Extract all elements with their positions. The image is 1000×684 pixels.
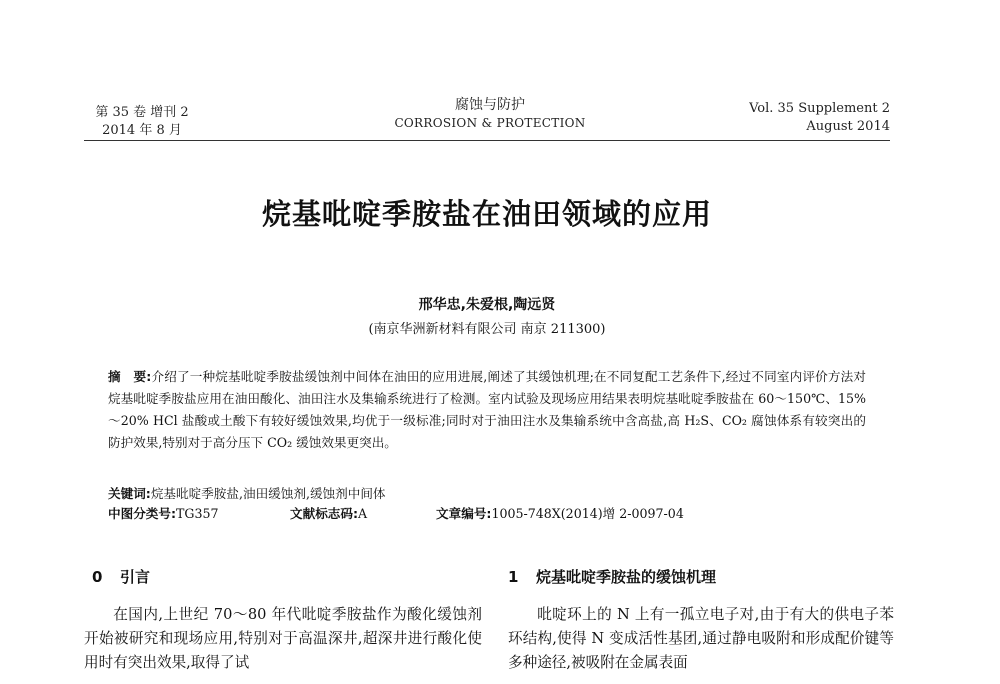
clc-value: TG357	[176, 506, 219, 521]
section-number: 1	[508, 568, 519, 586]
section-title: 烷基吡啶季胺盐的缓蚀机理	[536, 568, 717, 586]
article-no-label: 文章编号:	[436, 506, 492, 521]
keywords-text: 烷基吡啶季胺盐,油田缓蚀剂,缓蚀剂中间体	[150, 486, 386, 501]
header-rule	[84, 140, 890, 141]
body-paragraph: 吡啶环上的 N 上有一孤立电子对,由于有大的供电子苯环结构,使得 N 变成活性基团,通过静电吸附和形成配价键等多种途径,被吸附在金属表面	[508, 606, 894, 671]
body-right-column	[508, 603, 894, 675]
section-title: 引言	[120, 568, 151, 586]
authors: 邢华忠,朱爱根,陶远贤	[418, 297, 556, 313]
paper-title: 烷基吡啶季胺盐在油田领域的应用	[261, 197, 712, 231]
body-paragraph: 在国内,上世纪 70～80 年代吡啶季胺盐作为酸化缓蚀剂开始被研究和现场应用,特别对于高温深井,超深井进行酸化使用时有突出效果,取得了试	[84, 606, 482, 671]
section-number: 0	[92, 568, 103, 586]
keywords-label: 关键词:	[108, 486, 151, 501]
abstract-label: 摘 要:	[108, 369, 152, 384]
date-en: August 2014	[806, 119, 890, 134]
volume-issue-en: Vol. 35 Supplement 2	[749, 101, 890, 116]
clc-label: 中图分类号:	[108, 506, 177, 521]
abstract	[108, 366, 866, 454]
doc-code-label: 文献标志码:	[290, 506, 359, 521]
journal-name-cn: 腐蚀与防护	[455, 97, 525, 113]
doc-code-item	[290, 504, 432, 524]
date-cn: 2014 年 8 月	[102, 123, 182, 138]
doc-code-value: A	[358, 506, 368, 521]
journal-name	[360, 96, 620, 132]
section-heading-mechanism	[508, 566, 716, 587]
article-no-value: 1005-748X(2014)增 2-0097-04	[491, 506, 684, 521]
article-no-item	[436, 504, 684, 524]
affiliation: (南京华洲新材料有限公司 南京 211300)	[368, 322, 606, 337]
volume-issue-cn: 第 35 卷 增刊 2	[95, 105, 189, 120]
keywords	[108, 484, 866, 504]
body-left-column	[84, 603, 482, 675]
section-heading-introduction	[92, 566, 150, 587]
header-left	[92, 104, 192, 140]
journal-name-en: CORROSION & PROTECTION	[394, 116, 586, 130]
classification-info	[108, 504, 866, 524]
header-right	[720, 100, 890, 136]
abstract-text: 介绍了一种烷基吡啶季胺盐缓蚀剂中间体在油田的应用进展,阐述了其缓蚀机理;在不同复配工艺条件下,经过不同室内评价方法对烷基吡啶季胺盐应用在油田酸化、油田注水及集输系统进行了检测。室内试验及现场应用结果表明烷基吡啶季胺盐在 60～150℃、15%～20% HCl 盐酸或土酸下有较好缓蚀效果,均优于一级标准;同时对于油田注水及集输系统中含高盐,高 H₂S、CO₂ 腐蚀体系有较突出的防护效果,特别对于高分压下 CO₂ 缓蚀效果更突出。	[108, 369, 866, 450]
clc-item	[108, 504, 286, 524]
